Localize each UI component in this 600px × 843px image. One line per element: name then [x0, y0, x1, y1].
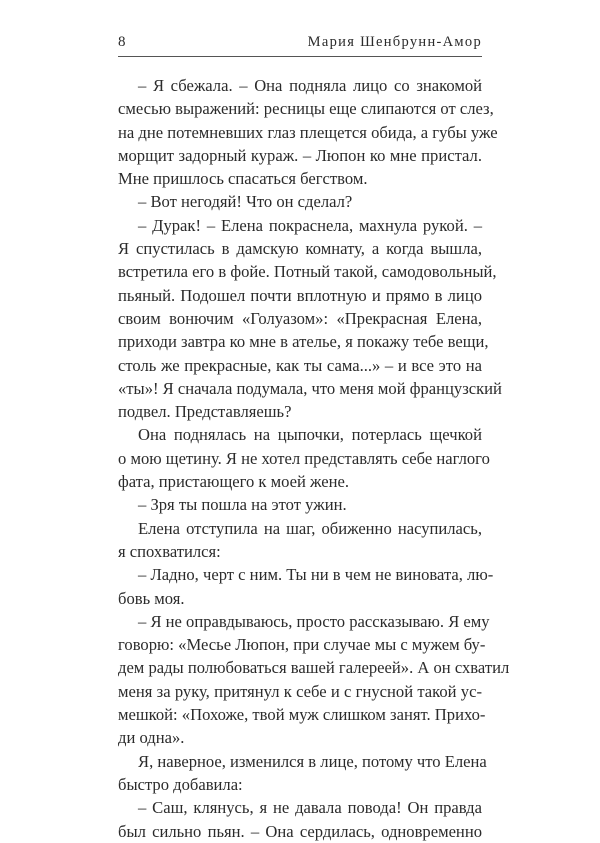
text-line: был сильно пьян. – Она сердилась, одновременно: [118, 821, 482, 841]
body-text: [118, 74, 510, 843]
page-header: [118, 34, 482, 57]
text-line: на дне потемневших глаз плещется обида, а губы уже: [118, 122, 498, 142]
text-line: «ты»! Я сначала подумала, что меня мой французский: [118, 378, 502, 398]
text-line: приходи завтра ко мне в ателье, я покажу тебе вещи,: [118, 332, 489, 352]
text-line: Она поднялась на цыпочки, потерлась щечкой: [138, 425, 482, 445]
text-line: – Я сбежала. – Она подняла лицо со знакомой: [138, 76, 482, 95]
text-line: морщит задорный кураж. – Люпон ко мне пристал.: [118, 145, 482, 165]
text-line: ди одна».: [118, 728, 185, 748]
text-line: смесью выражений: ресницы еще слипаются от слез,: [118, 99, 494, 119]
text-line: я спохватился:: [118, 541, 221, 561]
text-line: – Ладно, черт с ним. Ты ни в чем не виновата, лю-: [138, 565, 494, 585]
text-line: своим вонючим «Голуазом»: «Прекрасная Елена,: [118, 308, 482, 328]
text-line: Елена отступила на шаг, обиженно насупилась,: [138, 518, 482, 538]
text-line: столь же прекрасные, как ты сама...» – и все это на: [118, 355, 482, 375]
text-line: Я, наверное, изменился в лице, потому что Елена: [138, 751, 487, 771]
text-line: – Саш, клянусь, я не давала повода! Он правда: [138, 798, 482, 818]
text-line: меня за руку, притянул к себе и с гнусной такой ус-: [118, 681, 482, 701]
text-line: – Зря ты пошла на этот ужин.: [138, 495, 347, 515]
text-line: бовь моя.: [118, 588, 185, 608]
running-head: Мария Шенбрунн-Амор: [307, 34, 482, 50]
text-line: дем рады полюбоваться вашей галереей». А он схватил: [118, 658, 510, 678]
text-line: Я спустилась в дамскую комнату, а когда вышла,: [118, 239, 482, 259]
text-line: пьяный. Подошел почти вплотную и прямо в лицо: [118, 285, 482, 305]
text-line: Мне пришлось спасаться бегством.: [118, 169, 368, 189]
text-line: фата, пристающего к моей жене.: [118, 472, 350, 492]
text-line: – Дурак! – Елена покраснела, махнула рукой. –: [138, 215, 482, 235]
text-line: подвел. Представляешь?: [118, 402, 292, 422]
text-line: – Я не оправдываюсь, просто рассказываю. Я ему: [138, 611, 490, 631]
text-line: быстро добавила:: [118, 774, 243, 794]
text-line: говорю: «Месье Люпон, при случае мы с мужем бу-: [118, 635, 486, 655]
text-line: мешкой: «Похоже, твой муж слишком занят. Прихо-: [118, 705, 486, 725]
page-number: 8: [118, 34, 126, 50]
text-line: о мою щетину. Я не хотел представлять себе наглого: [118, 448, 490, 468]
text-line: – Вот негодяй! Что он сделал?: [138, 192, 353, 212]
text-line: встретила его в фойе. Потный такой, самодовольный,: [118, 262, 497, 282]
